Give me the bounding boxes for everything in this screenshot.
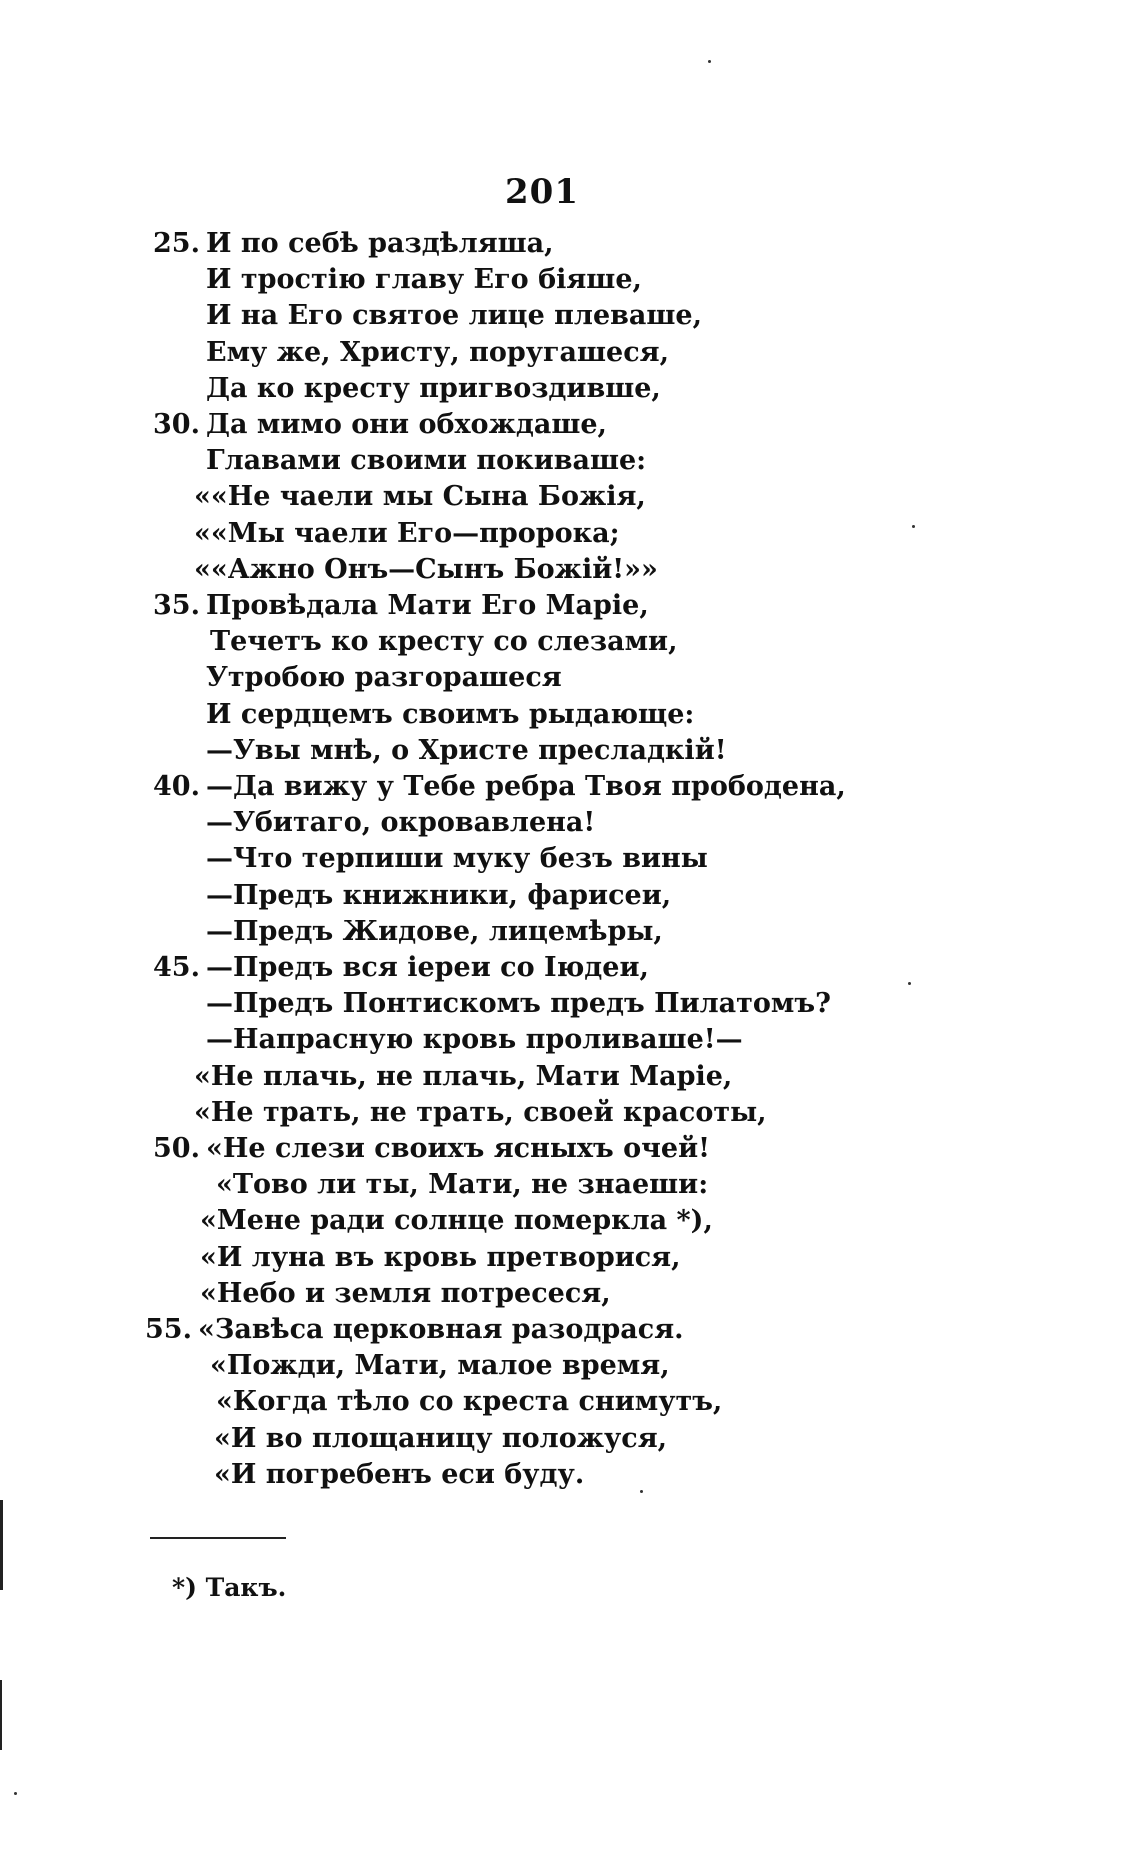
verse-number: 30. <box>153 409 200 440</box>
verse-text: Ему же, Христу, поругашеся, <box>206 336 670 368</box>
verse-text: И по себѣ раздѣляша, <box>206 228 554 259</box>
verse-text: «Не трать, не трать, своей красоты, <box>194 1096 767 1128</box>
verse-line <box>206 733 727 769</box>
verse-text: И на Его святое лице плеваше, <box>206 300 702 332</box>
verse-line <box>153 950 649 986</box>
verse-number: 55. <box>145 1314 192 1345</box>
verse-line <box>206 371 661 407</box>
verse-text: Главами своими покиваше: <box>206 445 647 477</box>
verse-line <box>216 1167 708 1203</box>
verse-text: «Мене ради солнце померкла *), <box>200 1205 713 1237</box>
verse-line <box>210 624 677 660</box>
verse-text: «Завѣса церковная разодрася. <box>198 1314 684 1345</box>
verse-text: «И луна въ кровь претворися, <box>200 1241 681 1273</box>
verse-line <box>194 516 620 552</box>
verse-line <box>206 841 708 877</box>
verse-line <box>153 407 607 443</box>
verse-line <box>206 805 595 841</box>
verse-line <box>194 479 646 515</box>
verse-text: «И погребенъ еси буду. <box>214 1458 585 1490</box>
verse-text: Провѣдала Мати Его Маріе, <box>206 590 649 621</box>
speck <box>708 60 711 63</box>
left-edge-mark <box>0 1500 3 1590</box>
verse-line <box>194 1095 767 1131</box>
verse-text: «Когда тѣло со креста снимутъ, <box>216 1386 723 1418</box>
page-number: 201 <box>505 172 579 212</box>
verse-line <box>206 986 831 1022</box>
verse-line <box>200 1276 611 1312</box>
verse-line <box>206 878 671 914</box>
verse-text: «И во площаницу положуся, <box>214 1422 668 1454</box>
verse-line <box>153 588 649 624</box>
verse-text: Утробою разгорашеся <box>206 662 562 694</box>
speck <box>912 525 915 528</box>
verse-line <box>153 769 846 805</box>
verse-text: —Предъ Понтискомъ предъ Пилатомъ? <box>206 988 831 1020</box>
verse-text: И сердцемъ своимъ рыдающе: <box>206 698 695 730</box>
verse-line <box>206 660 562 696</box>
verse-text: Да мимо они обхождаше, <box>206 409 607 440</box>
left-edge-mark <box>0 1680 2 1750</box>
verse-line <box>210 1348 670 1384</box>
verse-text: —Что терпиши муку безъ вины <box>206 843 708 875</box>
speck <box>14 1792 17 1795</box>
speck <box>640 1490 643 1493</box>
verse-number: 25. <box>153 228 200 259</box>
verse-line <box>194 552 658 588</box>
verse-text: «Пожди, Мати, малое время, <box>210 1350 670 1382</box>
verse-line <box>214 1421 667 1457</box>
verse-text: Течетъ ко кресту со слезами, <box>210 626 678 658</box>
verse-text: ««Ажно Онъ—Сынъ Божій!»» <box>194 553 658 585</box>
verse-text: —Предъ книжники, фарисеи, <box>206 879 672 911</box>
verse-line <box>206 298 702 334</box>
verse-line <box>145 1312 684 1348</box>
verse-text: —Убитаго, окровавлена! <box>206 807 596 839</box>
verse-line <box>216 1384 722 1420</box>
verse-number: 50. <box>153 1133 200 1164</box>
verse-text: ««Мы чаели Его—пророка; <box>194 517 620 549</box>
verse-text: «Не слези своихъ ясныхъ очей! <box>206 1133 710 1164</box>
verse-line <box>153 226 554 262</box>
verse-line <box>206 443 646 479</box>
verse-text: —Напрасную кровь проливаше!— <box>206 1024 743 1056</box>
verse-text: —Да вижу у Тебе ребра Твоя прободена, <box>206 771 846 802</box>
verse-text: «Не плачь, не плачь, Мати Маріе, <box>194 1060 733 1092</box>
verse-text: «Тово ли ты, Мати, не знаеши: <box>216 1169 709 1201</box>
verse-number: 45. <box>153 952 200 983</box>
speck <box>908 982 911 985</box>
verse-text: —Увы мнѣ, о Христе пресладкій! <box>206 734 727 766</box>
verse-text: —Предъ вся іереи со Іюдеи, <box>206 952 649 983</box>
verse-line <box>153 1131 710 1167</box>
verse-number: 35. <box>153 590 200 621</box>
verse-line <box>206 697 694 733</box>
verse-line <box>206 335 669 371</box>
verse-line <box>214 1457 584 1493</box>
footnote: *) Такъ. <box>172 1573 287 1602</box>
verse-number: 40. <box>153 771 200 802</box>
verse-text: —Предъ Жидове, лицемѣры, <box>206 915 663 947</box>
verse-text: «Небо и земля потресеся, <box>200 1277 611 1309</box>
verse-line <box>200 1240 681 1276</box>
verse-text: ««Не чаели мы Сына Божія, <box>194 481 646 513</box>
verse-line <box>206 1022 743 1058</box>
verse-text: И тростію главу Его бiяше, <box>206 264 642 296</box>
verse-line <box>206 262 642 298</box>
verse-line <box>206 914 663 950</box>
footnote-rule <box>150 1537 286 1539</box>
verse-text: Да ко кресту пригвоздивше, <box>206 372 661 404</box>
verse-line <box>194 1059 732 1095</box>
verse-line <box>200 1203 713 1239</box>
